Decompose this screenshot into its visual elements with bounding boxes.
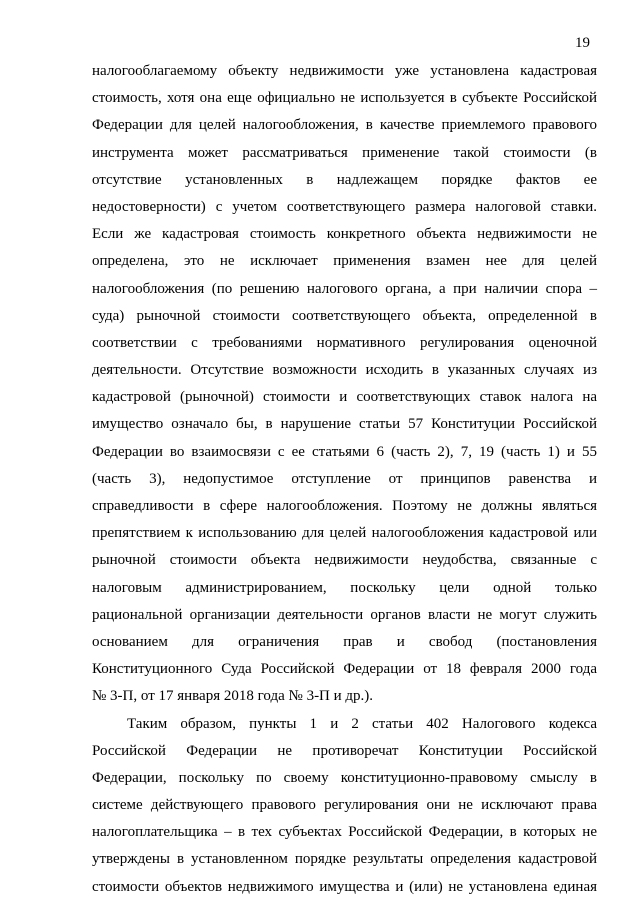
text-line: определена, это не исключает применения взамен нее для целей — [92, 253, 597, 270]
text-line: рыночной стоимости объекта недвижимости неудобства, связанные с — [92, 552, 597, 569]
text-line: налогооблагаемому объекту недвижимости уже установлена кадастровая — [92, 63, 597, 79]
text-line: инструмента может рассматриваться применение такой стоимости (в — [92, 144, 597, 161]
text-line: стоимость, хотя она еще официально не используется в субъекте Российской — [92, 90, 597, 107]
text-line: отсутствие установленных в надлежащем порядке фактов ее — [92, 171, 597, 188]
text-line: соответствии с требованиями нормативного регулирования оценочной — [92, 334, 597, 351]
text-line: налогоплательщика – в тех субъектах Российской Федерации, в которых не — [92, 824, 597, 841]
text-line: недостоверности) с учетом соответствующего размера налоговой ставки. — [92, 198, 597, 215]
text-line: Российской Федерации не противоречат Конституции Российской — [92, 742, 597, 759]
text-line: деятельности. Отсутствие возможности исходить в указанных случаях из — [92, 362, 597, 379]
text-line: основанием для ограничения прав и свобод (постановления — [92, 633, 597, 650]
text-line: справедливости в сфере налогообложения. Поэтому не должны являться — [92, 498, 597, 514]
text-line: стоимости объектов недвижимого имущества и (или) не установлена единая — [92, 878, 597, 895]
text-line: рациональной организации деятельности органов власти не могут служить — [92, 606, 597, 623]
text-line: имущество означало бы, в нарушение статьи 57 Конституции Российской — [92, 416, 597, 433]
text-line: препятствием к использованию для целей налогообложения кадастровой или — [92, 525, 597, 542]
text-line: суда) рыночной стоимости соответствующего объекта, определенной в — [92, 307, 597, 324]
paragraph-p1 — [92, 58, 597, 711]
text-line: № 3-П, от 17 января 2018 года № 3-П и др.). — [92, 688, 374, 705]
text-line: налогообложения (по решению налогового органа, а при наличии спора – — [92, 280, 597, 297]
text-line: утверждены в установленном порядке результаты определения кадастровой — [92, 851, 597, 868]
text-line: (часть 3), недопустимое отступление от принципов равенства и — [92, 470, 597, 487]
text-line: Конституционного Суда Российской Федерации от 18 февраля 2000 года — [92, 661, 597, 678]
text-line: кадастровой (рыночной) стоимости и соответствующих ставок налога на — [92, 389, 597, 406]
page-number: 19 — [575, 35, 590, 51]
document-body — [92, 58, 597, 901]
text-line: системе действующего правового регулирования они не исключают права — [92, 797, 597, 814]
text-line: Федерации во взаимосвязи с ее статьями 6 (часть 2), 7, 19 (часть 1) и 55 — [92, 443, 597, 460]
text-line: налоговым администрированием, поскольку цели одной только — [92, 579, 597, 596]
text-line: Федерации для целей налогообложения, в качестве приемлемого правового — [92, 117, 597, 134]
paragraph-p2 — [92, 711, 597, 901]
text-line: Федерации, поскольку по своему конституционно-правовому смыслу в — [92, 769, 597, 786]
text-line: Если же кадастровая стоимость конкретного объекта недвижимости не — [92, 226, 597, 243]
text-line: Таким образом, пункты 1 и 2 статьи 402 Налогового кодекса — [127, 715, 597, 732]
